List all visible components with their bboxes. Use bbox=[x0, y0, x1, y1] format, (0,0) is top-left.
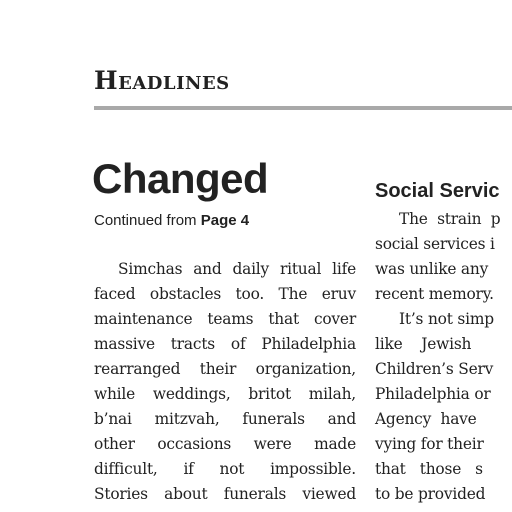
article-body-column bbox=[94, 257, 356, 507]
sidebar-line: that those s bbox=[375, 460, 483, 478]
sidebar-subheading: Social Servic bbox=[375, 180, 500, 202]
sidebar-line: to be provided bbox=[375, 485, 486, 503]
continued-page-link[interactable]: Page 4 bbox=[200, 212, 250, 229]
continued-prefix: Continued from bbox=[94, 212, 201, 229]
body-line: Stories about funerals viewed bbox=[94, 485, 356, 503]
body-line: other occasions were made bbox=[94, 435, 356, 453]
sidebar-line: Philadelphia or bbox=[375, 385, 491, 403]
continued-from-note bbox=[94, 212, 249, 229]
body-line: difficult, if not impossible. bbox=[94, 460, 356, 478]
sidebar-body-column bbox=[375, 207, 512, 507]
body-line: b’nai mitzvah, funerals and bbox=[94, 410, 356, 428]
body-line: rearranged their organization, bbox=[94, 360, 356, 378]
sidebar-line: social services i bbox=[375, 235, 495, 253]
sidebar-line: It’s not simp bbox=[399, 310, 494, 328]
body-line: Simchas and daily ritual life bbox=[118, 260, 356, 278]
sidebar-line: recent memory. bbox=[375, 285, 494, 303]
body-line: while weddings, britot milah, bbox=[94, 385, 356, 403]
sidebar-line: Children’s Serv bbox=[375, 360, 494, 378]
sidebar-line: like Jewish bbox=[375, 335, 472, 353]
section-divider bbox=[94, 106, 512, 110]
body-line: faced obstacles too. The eruv bbox=[94, 285, 356, 303]
body-line: maintenance teams that cover bbox=[94, 310, 356, 328]
article-headline: Changed bbox=[92, 155, 269, 202]
sidebar-line: vying for their bbox=[375, 435, 484, 453]
sidebar-line: Agency have bbox=[375, 410, 477, 428]
sidebar-line: was unlike any bbox=[375, 260, 489, 278]
body-line: massive tracts of Philadelphia bbox=[94, 335, 356, 353]
section-title: Headlines bbox=[94, 66, 230, 95]
sidebar-line: The strain p bbox=[399, 210, 501, 228]
